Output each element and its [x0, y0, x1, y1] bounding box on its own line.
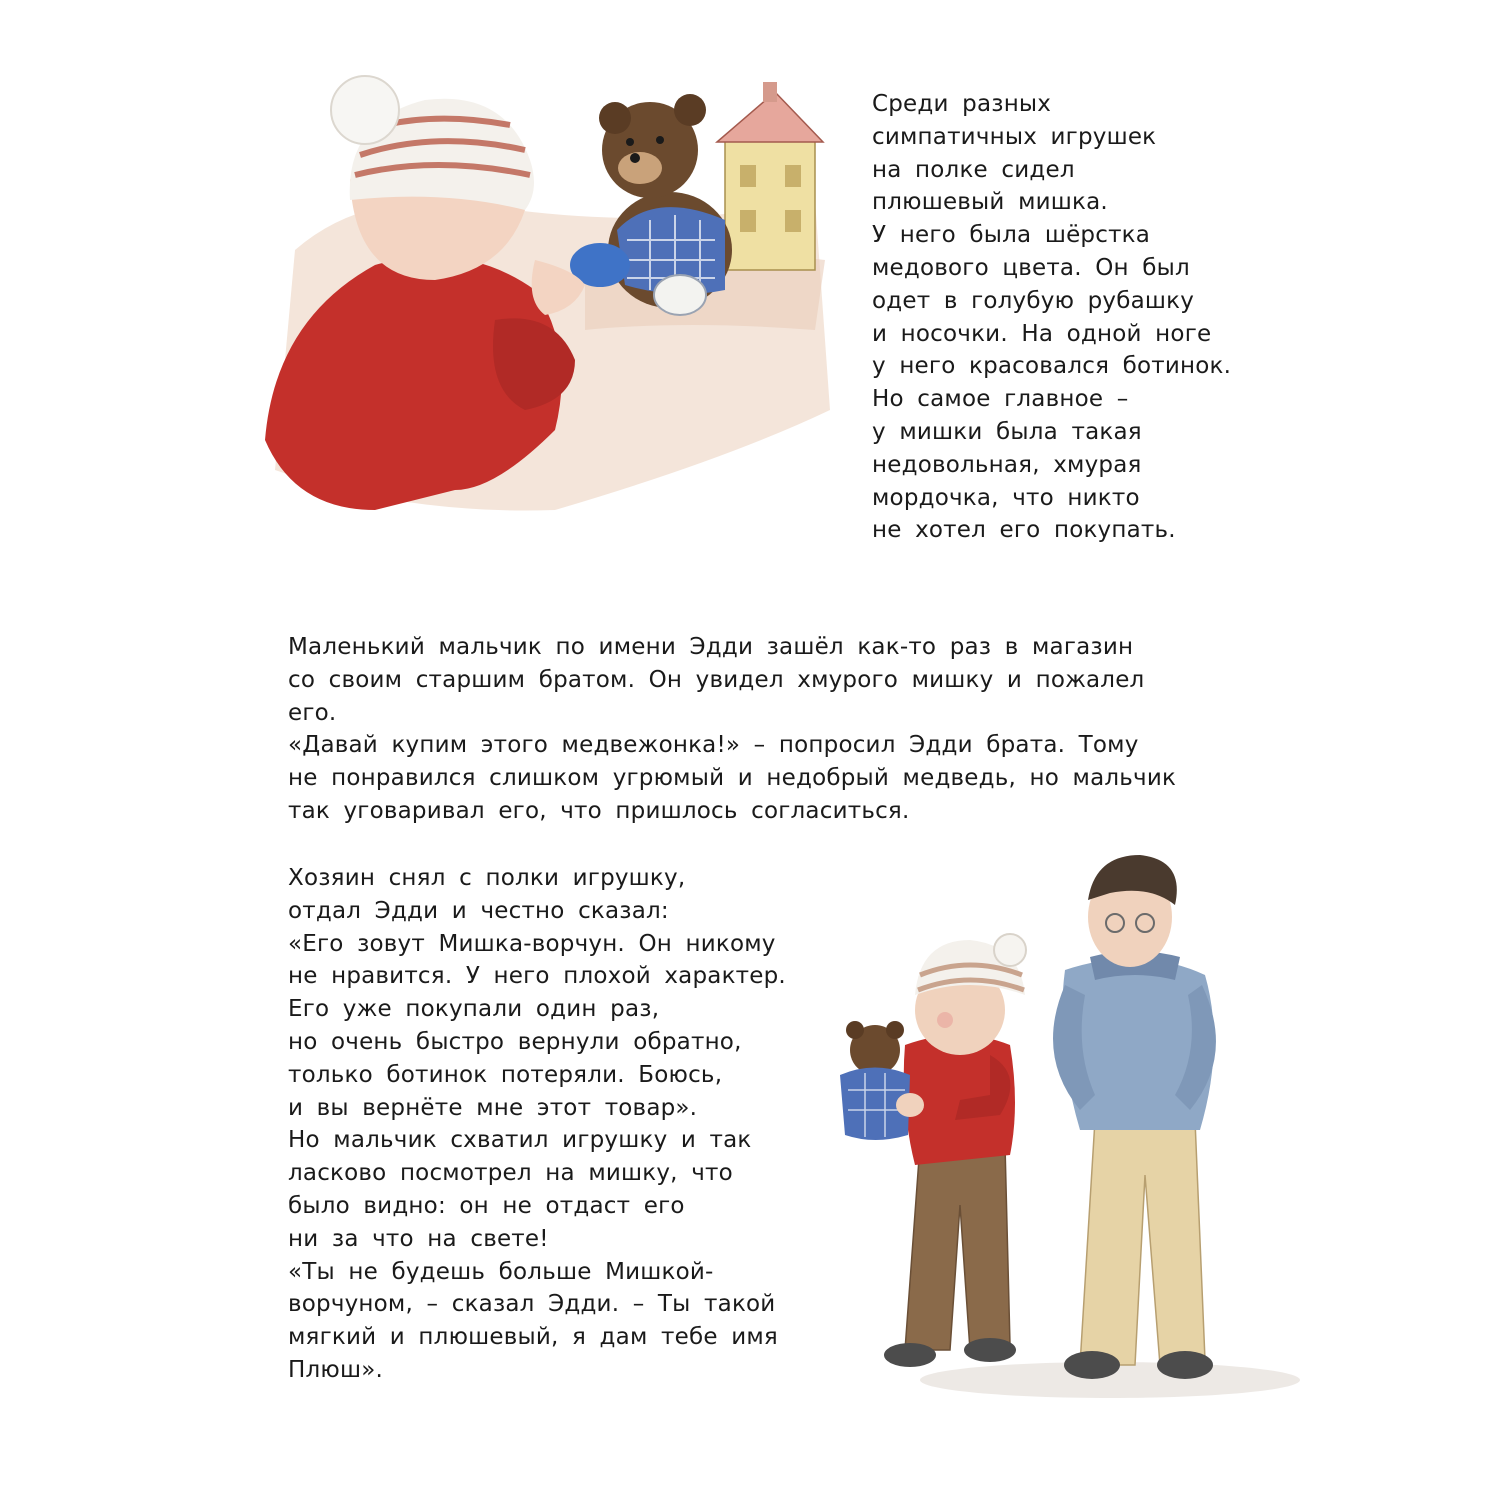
paragraph-eddie-in-shop: Маленький мальчик по имени Эдди зашёл как-то раз в магазин со своим старшим братом. Он увидел хмурого мишку и пожалел его. «Давай купим этого медвежонка!» – попросил Эдди брата. Тому не понравился слишком угрюмый и недобрый медведь, но мальчик так уговаривал его, что пришлось согласиться. [288, 634, 1177, 824]
older-brother [1053, 855, 1216, 1379]
illustration-eddie-and-brother [810, 845, 1310, 1405]
toy-house [717, 82, 823, 270]
teddy-bear [570, 94, 732, 315]
paragraph-bear-description: Среди разных симпатичных игрушек на полке сидел плюшевый мишка. У него была шёрстка медового цвета. Он был одет в голубую рубашку и носочки. На одной ноге у него красовался ботинок. Но самое главное – у мишки была такая недовольная, хмурая мордочка, что никто не хотел его покупать. [872, 91, 1232, 544]
eddie [884, 934, 1026, 1367]
illustration-boy-and-bear [255, 70, 835, 520]
paragraph-owner-speech: Хозяин снял с полки игрушку, отдал Эдди и честно сказал: «Его зовут Мишка-ворчун. Он никому не нравится. У него плохой характер. Его уже покупали один раз, но очень быстро вернули обратно, только ботинок потеряли. Боюсь, и вы вернёте мне этот товар». Но мальчик схватил игрушку и так ласково посмотрел на мишку, что было видно: он не отдаст его ни за что на свете! «Ты не будешь больше Мишкой- ворчуном, – сказал Эдди. – Ты такой мягкий и плюшевый, я дам тебе имя Плюш». [288, 865, 786, 1383]
